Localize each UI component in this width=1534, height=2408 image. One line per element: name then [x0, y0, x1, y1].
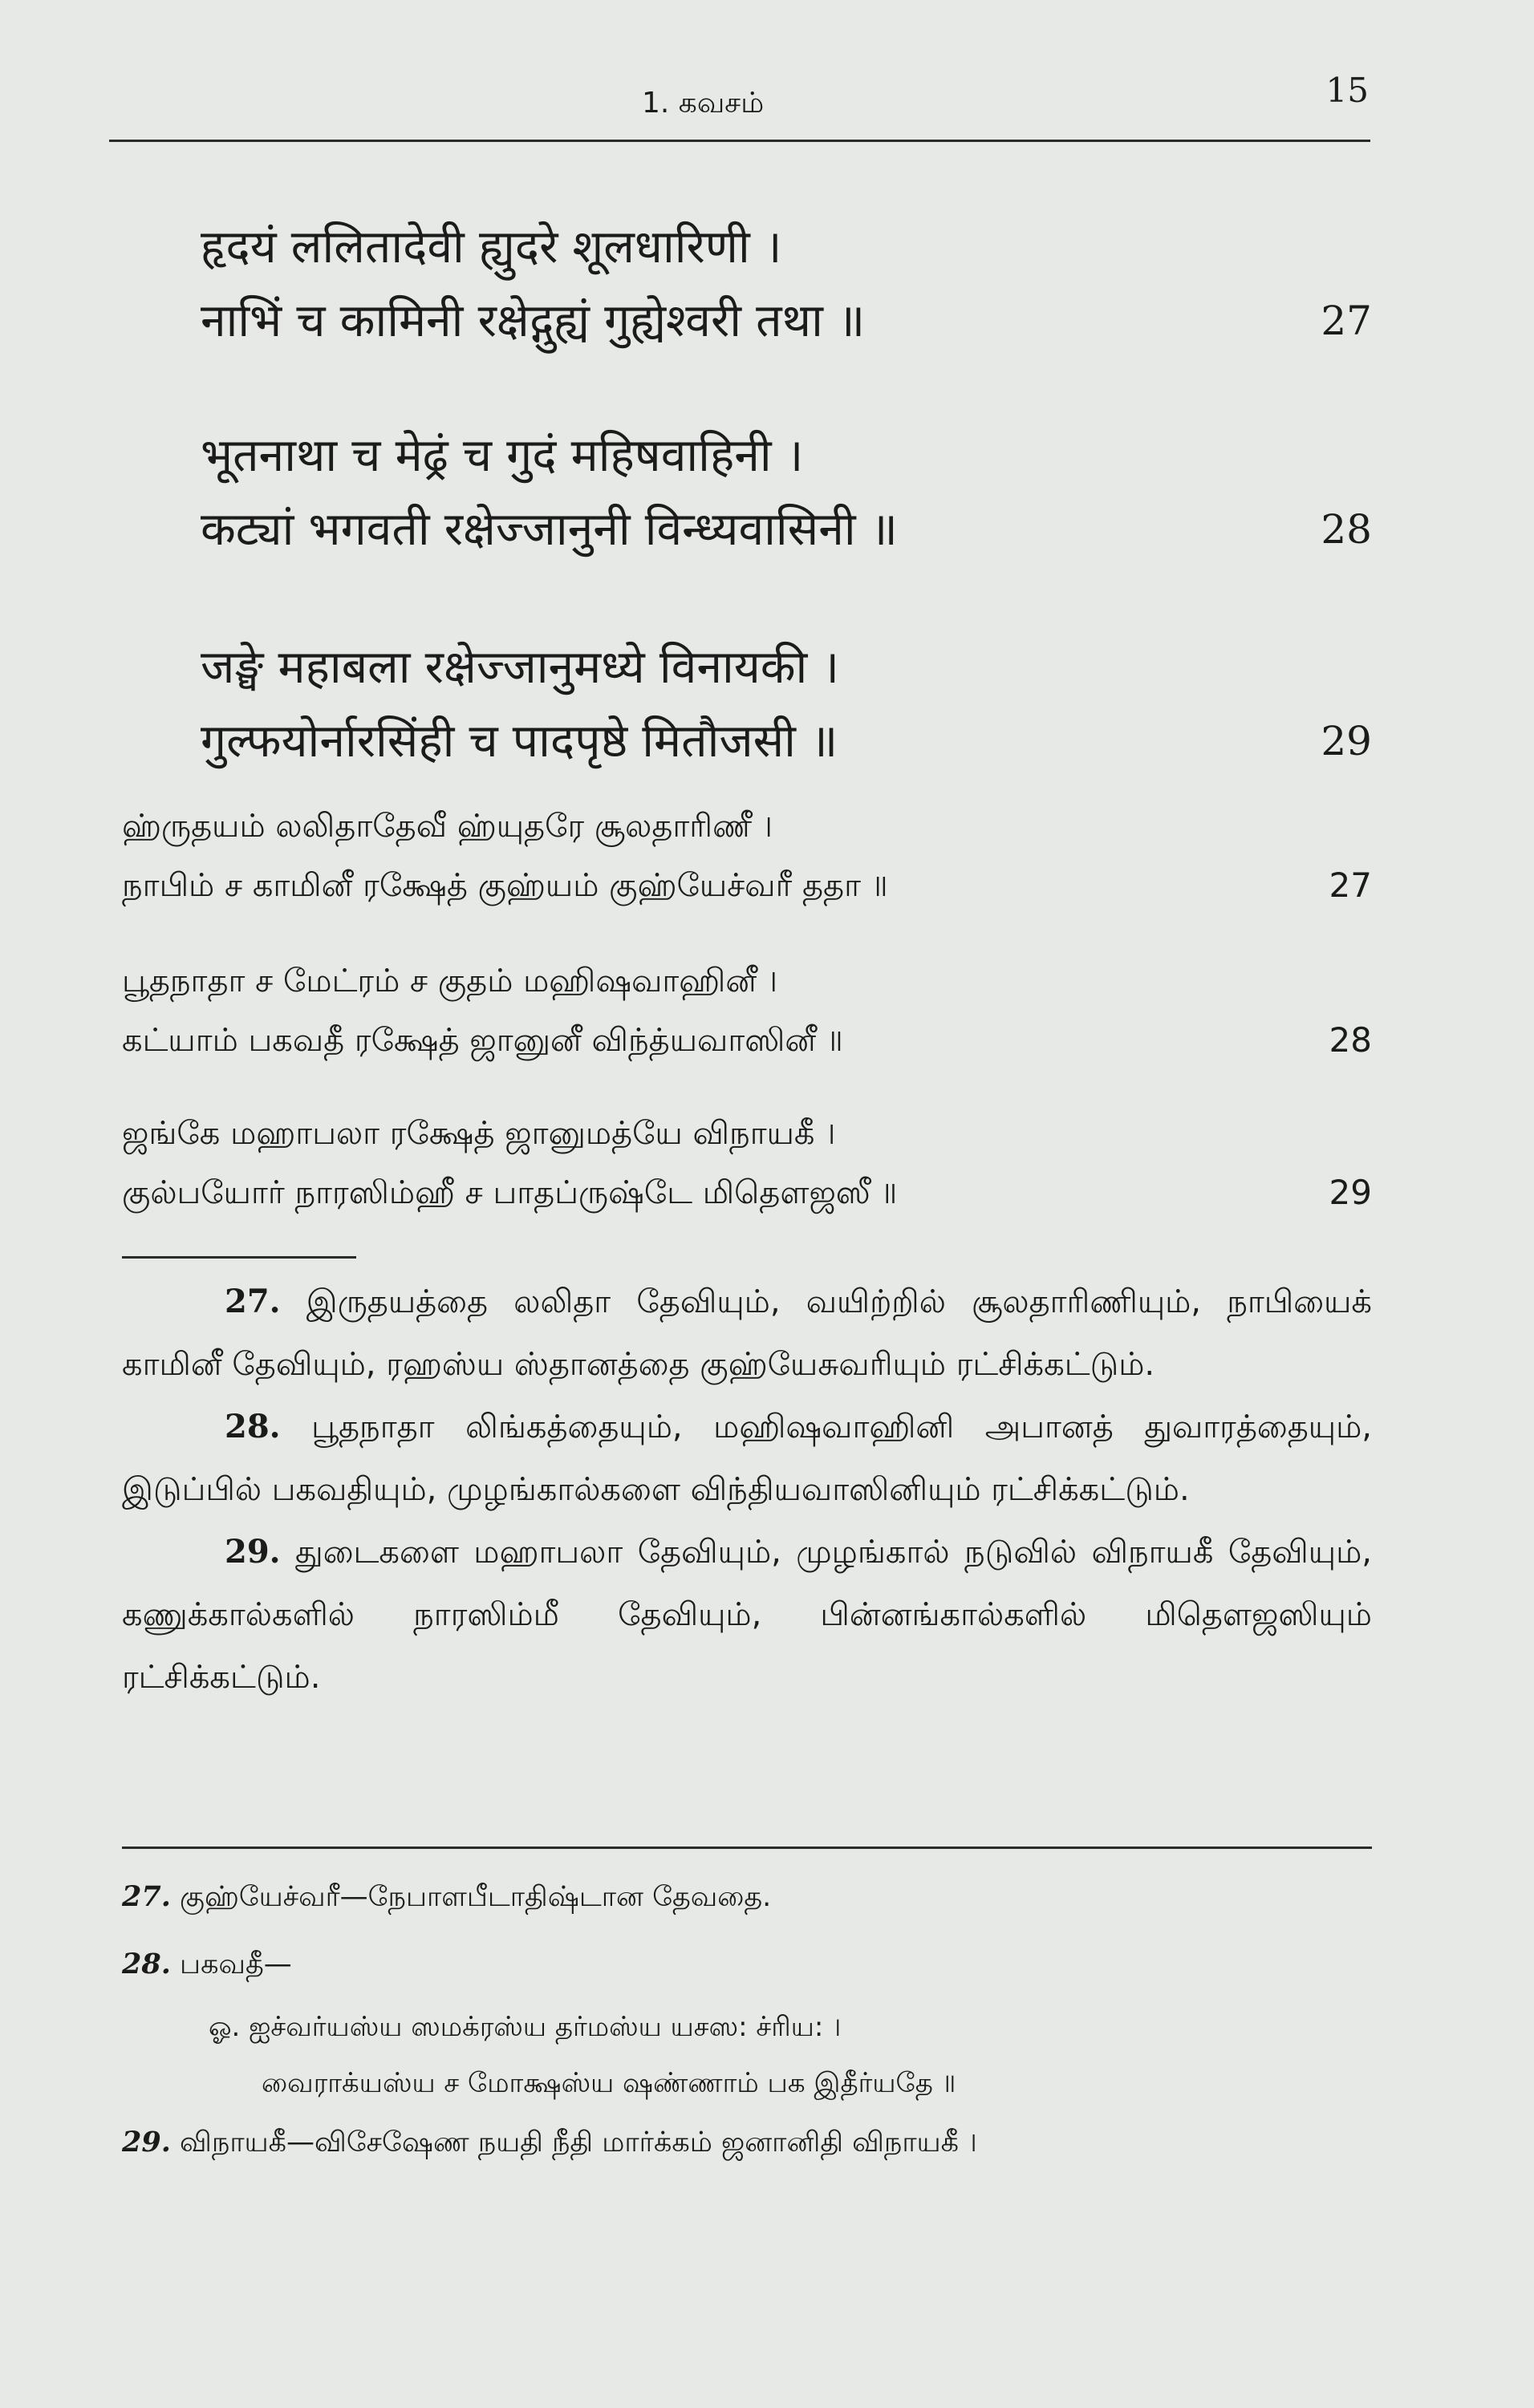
footnote-27: [122, 1872, 1372, 1922]
footnote-29: [122, 2118, 1372, 2167]
tamil-verse-28: [122, 951, 1372, 1070]
commentary-number: 28.: [225, 1408, 281, 1445]
sanskrit-line: [201, 704, 1372, 778]
sanskrit-line: जङ्घे महाबला रक्षेज्जानुमध्ये विनायकी ।: [201, 641, 840, 694]
footnote-28-verse-line: வைராக்யஸ்ய ச மோக்ஷஸ்ய ஷண்ணாம் பக இதீர்யதே ॥: [262, 2067, 956, 2099]
tamil-line-text: நாபிம் ச காமினீ ரக்ஷேத் குஹ்யம் குஹ்யேச்வரீ ததா ॥: [122, 867, 888, 904]
commentary-number: 27.: [225, 1283, 281, 1320]
tamil-line: [122, 1011, 1372, 1070]
commentary-paragraph-28: [122, 1396, 1372, 1521]
verse-number: 29: [1321, 718, 1372, 764]
commentary-text: துடைகளை மஹாபலா தேவியும், முழங்கால் நடுவில் விநாயகீ தேவியும், கணுக்கால்களில் நாரஸிம்மீ தேவியும், பின்னங்கால்களில் மிதௌஜஸியும் ரட்சிக்கட்டும்.: [122, 1534, 1372, 1696]
tamil-line-text: கட்யாம் பகவதீ ரக்ஷேத் ஜானுனீ விந்த்யவாஸினீ ॥: [122, 1022, 843, 1059]
commentary-text: பூதநாதா லிங்கத்தையும், மஹிஷவாஹினி அபானத் துவாரத்தையும், இடுப்பில் பகவதியும், முழங்கால்களை விந்தியவாஸினியும் ரட்சிக்கட்டும்.: [122, 1409, 1373, 1508]
footnote-number: 29.: [122, 2126, 171, 2159]
sanskrit-line: [201, 284, 1372, 358]
sanskrit-line: हृदयं ललितादेवी ह्युदरे शूलधारिणी ।: [201, 221, 782, 274]
sanskrit-verse-28: [201, 419, 1372, 566]
verse-number: 28: [1321, 506, 1372, 553]
tamil-line: பூதநாதா ச மேட்ரம் ச குதம் மஹிஷவாஹினீ ।: [122, 963, 778, 999]
section-divider: [122, 1256, 356, 1259]
verse-number: 28: [1329, 1020, 1372, 1060]
tamil-line: [122, 856, 1372, 915]
footnote-28-verse-line: ஓ. ஐச்வர்யஸ்ய ஸமக்ரஸ்ய தர்மஸ்ய யசஸ: ச்ரிய: ।: [209, 2011, 842, 2043]
footnote-rule: [122, 1847, 1372, 1849]
footnote-number: 28.: [122, 1948, 171, 1980]
header-rule: [109, 140, 1370, 142]
verse-number: 29: [1329, 1173, 1372, 1212]
footnote-text: பகவதீ—: [180, 1948, 292, 1980]
footnote-text: விநாயகீ—விசேஷேண நயதி நீதி மார்க்கம் ஜனானிதி விநாயகீ ।: [180, 2126, 977, 2159]
sanskrit-line-text: गुल्फयोर्नारसिंही च पादपृष्ठे मितौजसी ॥: [201, 715, 838, 768]
tamil-line: [122, 1163, 1372, 1222]
tamil-line: ஜங்கே மஹாபலா ரக்ஷேத் ஜானுமத்யே விநாயகீ ।: [122, 1115, 836, 1152]
commentary-paragraph-29: [122, 1521, 1372, 1709]
tamil-verse-27: [122, 797, 1372, 915]
sanskrit-verse-29: [201, 630, 1372, 778]
sanskrit-line-text: कट्यां भगवती रक्षेज्जानुनी विन्ध्यवासिनी ॥: [201, 503, 898, 556]
tamil-verse-29: [122, 1104, 1372, 1222]
footnote-28: [122, 1940, 1372, 1989]
commentary-paragraph-27: [122, 1271, 1372, 1396]
sanskrit-line: [201, 493, 1372, 566]
sanskrit-line: भूतनाथा च मेढ्रं च गुदं महिषवाहिनी ।: [201, 429, 804, 482]
commentary-number: 29.: [225, 1533, 281, 1571]
tamil-line-text: குல்பயோர் நாரஸிம்ஹீ ச பாதப்ருஷ்டே மிதௌஜஸீ ॥: [122, 1174, 898, 1211]
commentary: [122, 1271, 1372, 1709]
page-number: 15: [1325, 71, 1369, 110]
commentary-text: இருதயத்தை லலிதா தேவியும், வயிற்றில் சூலதாரிணியும், நாபியைக் காமினீ தேவியும், ரஹஸ்ய ஸ்தானத்தை குஹ்யேசுவரியும் ரட்சிக்கட்டும்.: [122, 1283, 1372, 1383]
verse-number: 27: [1321, 298, 1372, 344]
sanskrit-verse-27: [201, 210, 1372, 358]
sanskrit-line-text: नाभिं च कामिनी रक्षेद्गुह्यं गुह्येश्वरी तथा ॥: [201, 294, 866, 347]
verse-number: 27: [1329, 866, 1372, 905]
footnote-text: குஹ்யேச்வரீ—நேபாளபீடாதிஷ்டான தேவதை.: [180, 1881, 772, 1913]
footnote-number: 27.: [122, 1880, 171, 1913]
tamil-line: ஹ்ருதயம் லலிதாதேவீ ஹ்யுதரே சூலதாரிணீ ।: [122, 808, 773, 845]
running-header-title: 1. கவசம்: [642, 87, 765, 120]
